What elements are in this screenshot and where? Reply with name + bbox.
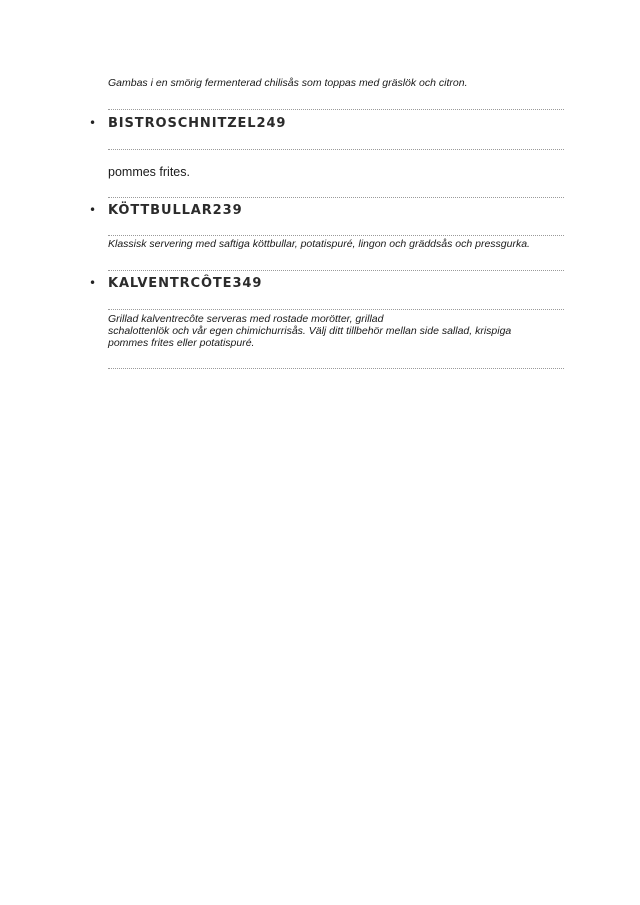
description-line: Grillad kalventrecôte serveras med rostade morötter, grillad xyxy=(108,313,384,325)
dish-name: BISTROSCHNITZEL249 xyxy=(108,115,287,131)
dish-heading-bistroschnitzel xyxy=(89,113,286,133)
dish-description: pommes frites. xyxy=(108,165,190,179)
divider xyxy=(108,368,564,369)
dish-name: KALVENTRCÔTE349 xyxy=(108,275,263,291)
dish-description-kalventrecote xyxy=(108,313,568,349)
divider xyxy=(108,270,564,271)
description-line: schalottenlök och vår egen chimichurrisås. Välj ditt tillbehör mellan side sallad, krispiga xyxy=(108,325,512,337)
divider xyxy=(108,149,564,150)
divider xyxy=(108,235,564,236)
dish-heading-kalventrecote xyxy=(89,273,262,293)
bullet-icon: • xyxy=(89,203,97,217)
dish-heading-kottbullar xyxy=(89,200,243,220)
dish-description: Gambas i en smörig fermenterad chilisås som toppas med gräslök och citron. xyxy=(108,77,468,89)
dish-name: KÖTTBULLAR239 xyxy=(108,202,243,218)
divider xyxy=(108,309,564,310)
description-line: pommes frites eller potatispuré. xyxy=(108,337,255,349)
bullet-icon: • xyxy=(89,116,97,130)
bullet-icon: • xyxy=(89,276,97,290)
dish-description: Klassisk servering med saftiga köttbullar, potatispuré, lingon och gräddsås och pressgurka. xyxy=(108,238,530,250)
divider xyxy=(108,109,564,110)
divider xyxy=(108,197,564,198)
